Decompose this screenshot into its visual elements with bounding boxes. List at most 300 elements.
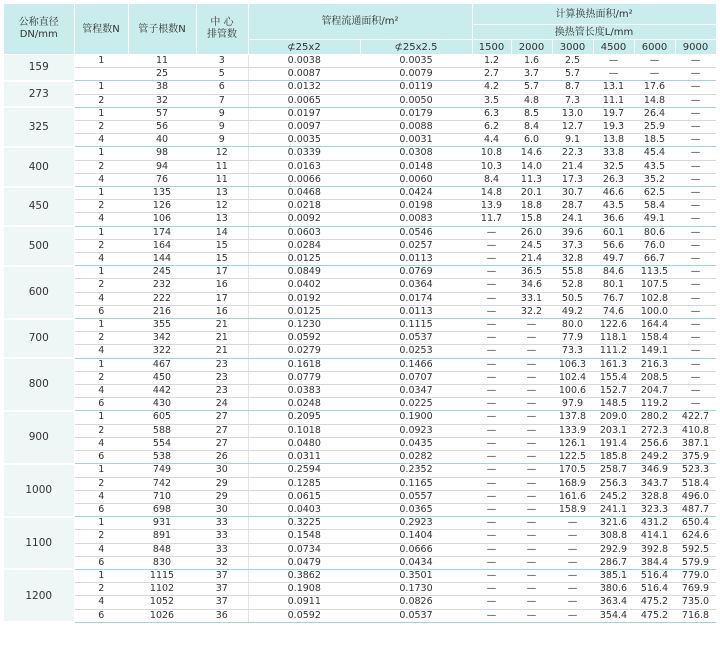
table-cell: 0.0148 [360,160,472,173]
table-cell: 33.1 [511,292,552,305]
table-cell: 3.5 [472,94,511,107]
table-cell: 0.1466 [360,358,472,371]
table-cell: 209.0 [593,411,634,424]
table-cell: — [675,107,716,120]
table-cell: 11.7 [472,213,511,226]
table-cell: 77.9 [552,332,593,345]
table-cell: 2 [74,583,128,596]
table-cell: 0.0113 [360,305,472,318]
table-cell: 0.0911 [248,596,360,609]
table-cell: 36 [196,609,248,622]
table-cell: 280.2 [634,411,675,424]
table-cell: 0.0087 [248,68,360,81]
table-cell: 2 [74,121,128,134]
table-cell: — [675,292,716,305]
table-cell: 32 [128,94,196,107]
table-cell: 14.6 [511,147,552,160]
table-cell: 328.8 [634,490,675,503]
table-cell: — [472,239,511,252]
table-cell: 0.0079 [360,68,472,81]
table-cell: 100.0 [634,305,675,318]
table-cell: 1 [74,266,128,279]
table-cell: — [675,121,716,134]
table-cell: 8.4 [511,121,552,134]
table-cell: 2 [74,160,128,173]
table-cell: 0.0707 [360,371,472,384]
table-cell: 113.5 [634,266,675,279]
header-center-rows: 中 心 排管数 [196,4,248,55]
table-cell: 0.1115 [360,319,472,332]
table-cell: 15.8 [511,213,552,226]
table-row [4,253,716,266]
table-cell: — [511,424,552,437]
table-cell: 0.0257 [360,239,472,252]
table-cell: 5.7 [511,81,552,94]
table-cell: 0.0734 [248,543,360,556]
table-cell: 0.0050 [360,94,472,107]
table-cell: 0.0031 [360,134,472,147]
table-cell: 35.2 [634,173,675,186]
table-cell: — [472,279,511,292]
table-cell: 1026 [128,609,196,622]
table-cell: 26.0 [511,226,552,239]
table-row [4,173,716,186]
table-cell: 518.4 [675,477,716,490]
table-row [4,477,716,490]
dn-cell: 1200 [4,569,74,622]
table-row [4,583,716,596]
table-cell: 4 [74,543,128,556]
table-cell: 8.7 [552,81,593,94]
table-cell: 496.0 [675,490,716,503]
table-cell: 23 [196,358,248,371]
table-cell: 80.1 [593,279,634,292]
header-calc-area: 计算换热面积/m² [472,4,716,25]
table-cell: 249.2 [634,451,675,464]
table-cell: 33.8 [593,147,634,160]
table-cell: — [472,266,511,279]
table-cell: 0.3501 [360,569,472,582]
table-cell: 100.6 [552,385,593,398]
table-cell: 342 [128,332,196,345]
table-cell: 122.5 [552,451,593,464]
table-cell: 1 [74,411,128,424]
table-row [4,503,716,516]
table-cell: 158.4 [634,332,675,345]
table-cell: — [675,398,716,411]
table-cell: 21.4 [552,160,593,173]
table-cell: 258.7 [593,464,634,477]
table-cell: 1 [74,187,128,200]
table-cell: 0.0035 [248,134,360,147]
table-cell: 0.0383 [248,385,360,398]
table-cell: — [675,200,716,213]
table-row [4,160,716,173]
table-cell: 6 [74,398,128,411]
header-length-6000: 6000 [634,40,675,55]
table-cell: 0.0065 [248,94,360,107]
table-cell: 467 [128,358,196,371]
table-cell: 55.8 [552,266,593,279]
table-cell: 1052 [128,596,196,609]
table-cell: 0.1548 [248,530,360,543]
table-cell: 8.4 [472,173,511,186]
header-tube-25x2: ⊄25x2 [248,40,360,55]
table-cell: 60.1 [593,226,634,239]
header-flow-area: 管程流通面积/m² [248,4,472,40]
table-cell: 161.3 [593,358,634,371]
table-cell: — [511,477,552,490]
table-cell: — [511,345,552,358]
table-cell: 2 [74,424,128,437]
table-cell: 28.7 [552,200,593,213]
table-cell: 891 [128,530,196,543]
table-row [4,517,716,530]
table-cell: — [472,464,511,477]
table-cell: 4 [74,437,128,450]
table-cell: 442 [128,385,196,398]
table-cell: 9 [196,107,248,120]
table-cell: — [472,411,511,424]
table-cell: 111.2 [593,345,634,358]
table-cell: 0.0546 [360,226,472,239]
dn-cell: 700 [4,319,74,359]
table-cell: — [511,464,552,477]
table-cell: — [511,332,552,345]
table-row [4,358,716,371]
table-cell: — [552,517,593,530]
table-row [4,451,716,464]
table-cell: — [552,556,593,569]
table-cell: 106 [128,213,196,226]
table-cell: 1.2 [472,55,511,68]
table-cell: — [675,253,716,266]
table-cell: 355 [128,319,196,332]
table-cell: 37.3 [552,239,593,252]
table-cell: — [675,134,716,147]
table-cell: 21 [196,332,248,345]
table-cell: — [472,543,511,556]
table-cell: 32.2 [511,305,552,318]
table-cell: 0.0480 [248,437,360,450]
table-cell: 0.0253 [360,345,472,358]
table-cell: 1 [74,55,128,68]
table-cell: 137.8 [552,411,593,424]
table-cell: — [472,556,511,569]
table-cell: 97.9 [552,398,593,411]
table-cell: 11 [196,173,248,186]
table-cell: 0.0083 [360,213,472,226]
table-cell: 0.0923 [360,424,472,437]
table-cell: 11.1 [593,94,634,107]
table-row [4,121,716,134]
table-cell: — [511,319,552,332]
table-cell: — [593,55,634,68]
table-cell: 13.1 [593,81,634,94]
table-cell: 32.5 [593,160,634,173]
dn-cell: 900 [4,411,74,464]
table-cell: 10.8 [472,147,511,160]
table-cell: 343.7 [634,477,675,490]
table-cell: 1 [74,107,128,120]
table-cell: 84.6 [593,266,634,279]
table-cell: 0.0113 [360,253,472,266]
table-cell: 716.8 [675,609,716,622]
table-cell: 0.0537 [360,609,472,622]
table-cell: 0.0279 [248,345,360,358]
table-cell: — [472,371,511,384]
table-cell: 0.0826 [360,596,472,609]
table-cell: 216.3 [634,358,675,371]
table-cell: 58.4 [634,200,675,213]
table-row [4,319,716,332]
table-cell: 0.0537 [360,332,472,345]
table-cell: 2 [74,94,128,107]
table-cell: 29 [196,477,248,490]
table-row [4,596,716,609]
table-cell: 43.5 [634,160,675,173]
table-cell: 710 [128,490,196,503]
table-cell: 0.0038 [248,55,360,68]
table-cell: 830 [128,556,196,569]
table-cell: — [472,517,511,530]
table-row [4,147,716,160]
table-cell: 392.8 [634,543,675,556]
table-cell: 17.6 [634,81,675,94]
table-cell: 0.2923 [360,517,472,530]
table-cell: — [675,266,716,279]
table-cell: 1 [74,569,128,582]
dn-cell: 159 [4,55,74,81]
table-cell: 10.3 [472,160,511,173]
table-row [4,266,716,279]
table-cell: 158.9 [552,503,593,516]
table-cell: 0.3225 [248,517,360,530]
table-cell: 931 [128,517,196,530]
table-cell: 168.9 [552,477,593,490]
table-cell: 14 [196,226,248,239]
table-cell: 1 [74,319,128,332]
table-cell: 56.6 [593,239,634,252]
table-row [4,543,716,556]
table-cell: 0.0339 [248,147,360,160]
table-cell: 0.1230 [248,319,360,332]
table-cell: 0.1285 [248,477,360,490]
table-cell: 0.3862 [248,569,360,582]
table-cell: — [675,305,716,318]
table-cell: 0.0132 [248,81,360,94]
table-cell: 161.6 [552,490,593,503]
table-cell: 8.5 [511,107,552,120]
table-cell: 579.9 [675,556,716,569]
table-cell: 118.1 [593,332,634,345]
table-cell: 450 [128,371,196,384]
table-cell: 4 [74,596,128,609]
table-cell: 4.4 [472,134,511,147]
table-cell: 0.0197 [248,107,360,120]
table-row [4,292,716,305]
table-cell: 49.2 [552,305,593,318]
table-cell: 516.4 [634,569,675,582]
table-cell: — [552,596,593,609]
table-cell: 17.3 [552,173,593,186]
table-cell: 15 [196,253,248,266]
table-cell: 208.5 [634,371,675,384]
table-cell: 588 [128,424,196,437]
table-cell: 16 [196,305,248,318]
table-cell: 37 [196,596,248,609]
table-cell: 650.4 [675,517,716,530]
table-cell: 50.5 [552,292,593,305]
table-cell: 11 [196,160,248,173]
table-cell: — [511,398,552,411]
table-cell: 0.0347 [360,385,472,398]
table-cell: 0.0088 [360,121,472,134]
table-cell: 2.5 [552,55,593,68]
table-cell: 0.0592 [248,609,360,622]
table-cell: 155.4 [593,371,634,384]
table-row [4,226,716,239]
table-cell: 39.6 [552,226,593,239]
table-cell: 76.0 [634,239,675,252]
table-cell: 27 [196,437,248,450]
table-cell: — [472,503,511,516]
table-cell: — [511,530,552,543]
table-cell: 19.7 [593,107,634,120]
table-row [4,187,716,200]
table-cell: 322 [128,345,196,358]
table-cell: 49.7 [593,253,634,266]
table-cell: 25 [128,68,196,81]
table-row [4,385,716,398]
table-row [4,490,716,503]
dn-cell: 800 [4,358,74,411]
table-row [4,68,716,81]
dn-cell: 400 [4,147,74,187]
table-cell: 245 [128,266,196,279]
table-cell: 6.0 [511,134,552,147]
table-cell: 43.5 [593,200,634,213]
table-cell: 1 [74,517,128,530]
table-cell: 13.0 [552,107,593,120]
table-row [4,279,716,292]
table-cell: 1 [74,464,128,477]
table-cell: 26.4 [634,107,675,120]
table-cell: 80.6 [634,226,675,239]
header-length-2000: 2000 [511,40,552,55]
table-cell: 16 [196,279,248,292]
table-cell: 430 [128,398,196,411]
table-cell: 17 [196,266,248,279]
table-cell: 1115 [128,569,196,582]
table-cell: 21 [196,345,248,358]
table-row [4,55,716,68]
table-cell: 102.8 [634,292,675,305]
table-cell: 148.5 [593,398,634,411]
table-cell: — [472,305,511,318]
table-cell: 11 [128,55,196,68]
table-cell: 23 [196,385,248,398]
table-cell: 0.0557 [360,490,472,503]
table-cell: 122.6 [593,319,634,332]
table-cell: 2 [74,530,128,543]
table-cell: 26 [196,451,248,464]
table-cell: — [511,451,552,464]
table-row [4,345,716,358]
table-row [4,305,716,318]
table-cell: 769.9 [675,583,716,596]
table-cell: — [472,569,511,582]
table-cell: 0.0163 [248,160,360,173]
table-cell: — [511,411,552,424]
table-cell: 135 [128,187,196,200]
table-row [4,398,716,411]
table-cell: 538 [128,451,196,464]
table-cell: — [552,530,593,543]
table-cell: 0.0035 [360,55,472,68]
table-cell: 2 [74,332,128,345]
table-cell: — [675,94,716,107]
table-row [4,371,716,384]
table-cell: 37 [196,583,248,596]
header-length-9000: 9000 [675,40,716,55]
table-cell: — [552,583,593,596]
table-cell: 203.1 [593,424,634,437]
table-cell: 9 [196,121,248,134]
table-cell: — [472,530,511,543]
table-cell: 6 [196,81,248,94]
table-cell: 49.1 [634,213,675,226]
table-cell: 0.0284 [248,239,360,252]
table-cell: 102.4 [552,371,593,384]
table-cell: 4.2 [472,81,511,94]
table-cell: 33 [196,530,248,543]
dn-cell: 450 [4,187,74,227]
table-cell: 4 [74,345,128,358]
table-cell: 30.7 [552,187,593,200]
table-cell: 2 [74,279,128,292]
table-cell: 0.1618 [248,358,360,371]
table-cell: 387.1 [675,437,716,450]
table-cell: 0.0308 [360,147,472,160]
dn-cell: 500 [4,226,74,266]
table-cell: — [472,490,511,503]
table-cell: 14.8 [634,94,675,107]
table-cell: 27 [196,411,248,424]
table-row [4,556,716,569]
table-row [4,239,716,252]
table-cell: — [552,569,593,582]
table-cell: — [472,451,511,464]
table-row [4,424,716,437]
table-cell: 6 [74,609,128,622]
table-cell: 24.5 [511,239,552,252]
table-cell: — [472,477,511,490]
table-cell: 4 [74,173,128,186]
table-cell: — [472,385,511,398]
table-cell: 321.6 [593,517,634,530]
table-cell: — [472,226,511,239]
table-cell: 375.9 [675,451,716,464]
table-cell: — [552,609,593,622]
table-cell: — [511,596,552,609]
table-cell: 7 [196,94,248,107]
table-cell: 170.5 [552,464,593,477]
table-cell: 735.0 [675,596,716,609]
table-row [4,569,716,582]
table-cell: 13.9 [472,200,511,213]
table-cell: 241.1 [593,503,634,516]
